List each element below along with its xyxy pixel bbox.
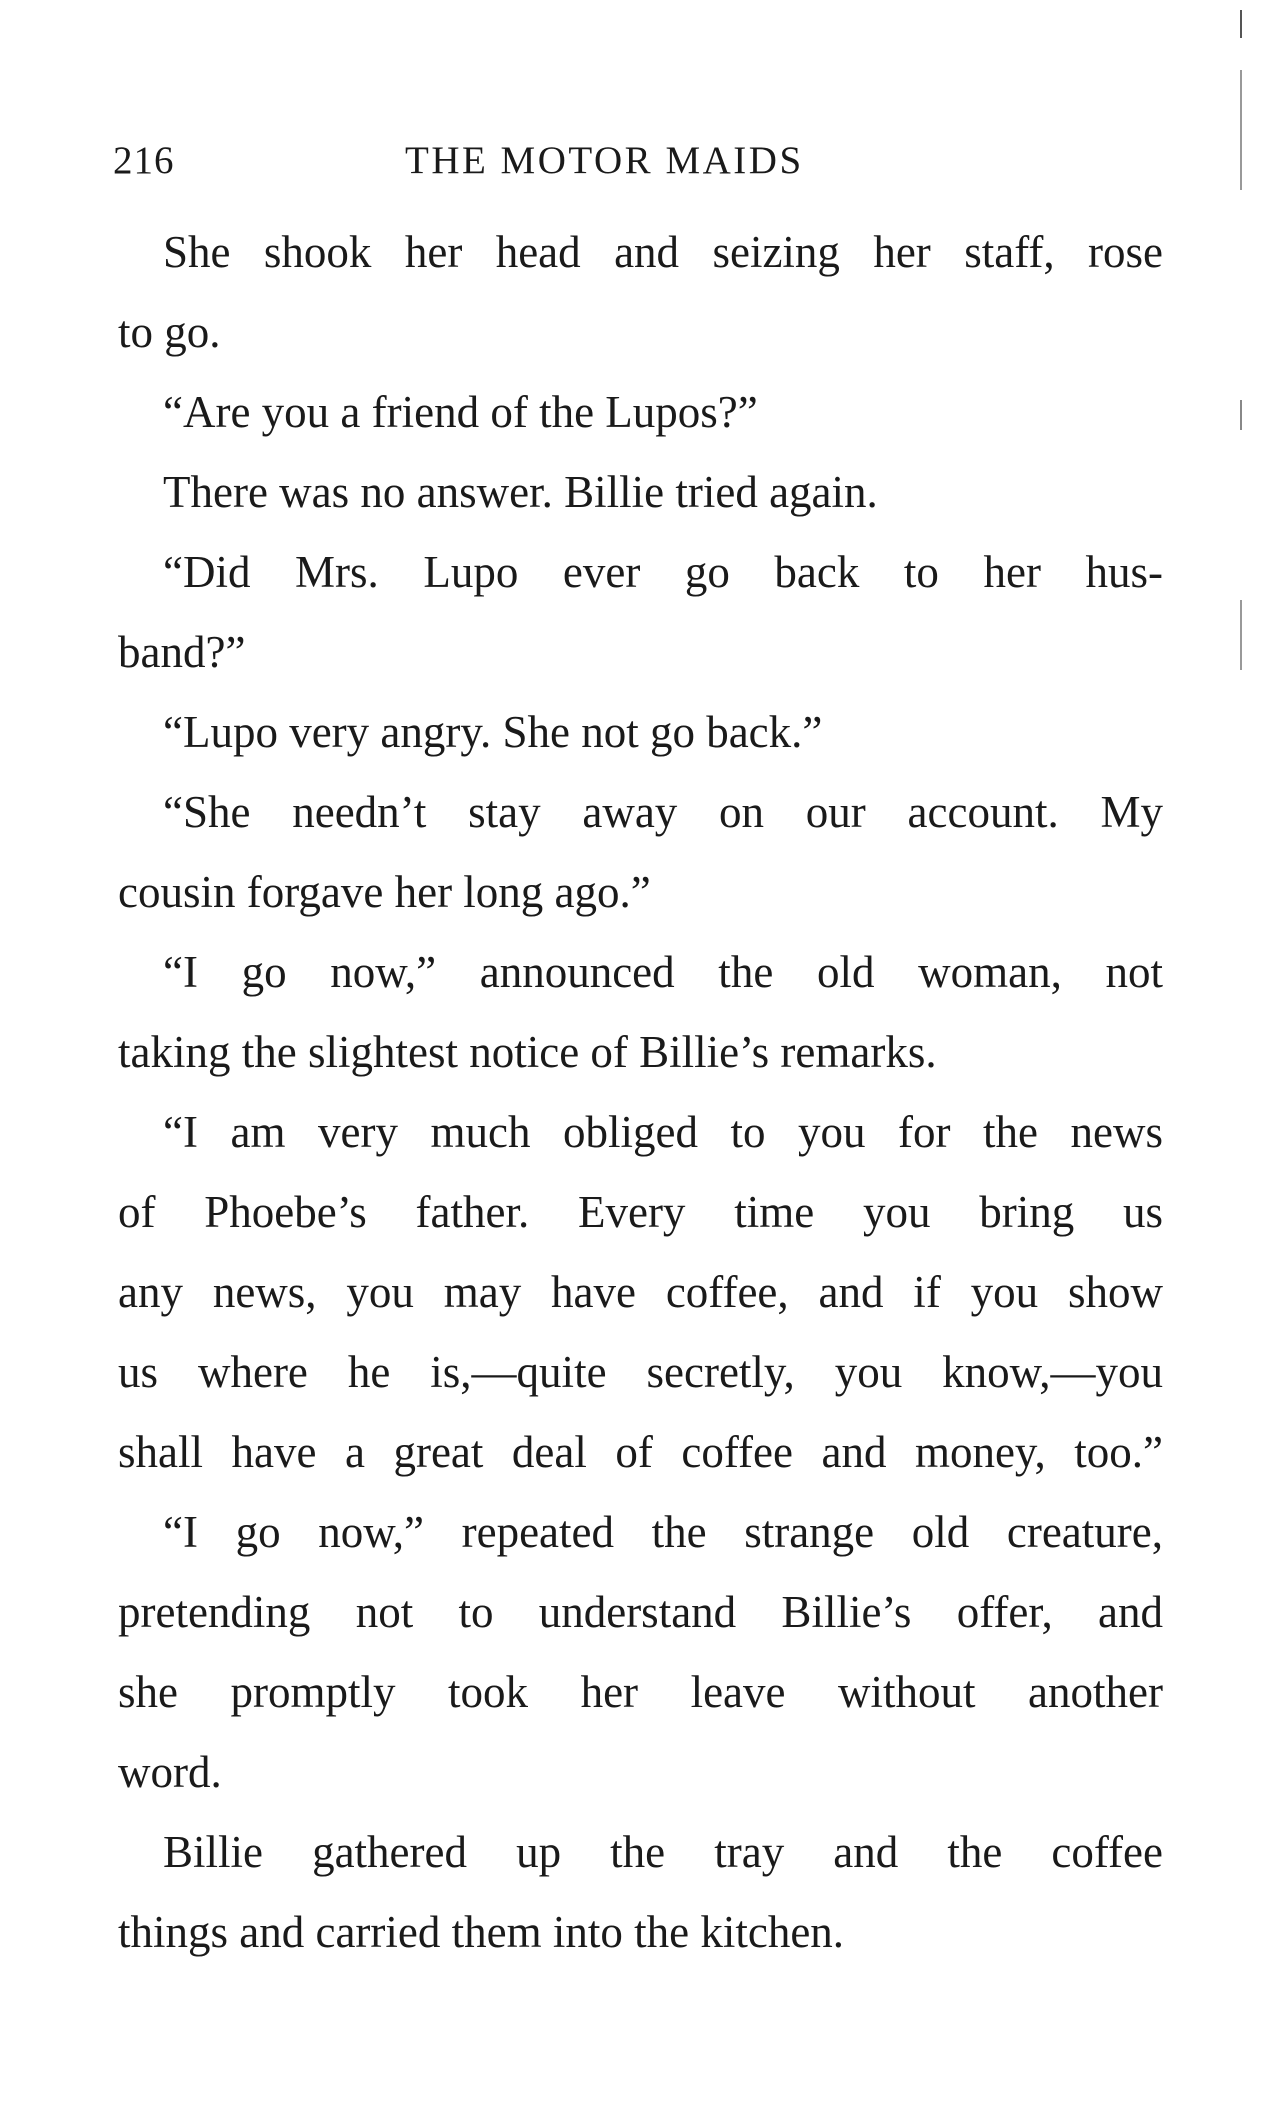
text-line: taking the slightest notice of Billie’s remarks. [118, 1027, 937, 1077]
text-line: “Did Mrs. Lupo ever go back to her hus- [163, 547, 1163, 597]
running-head [113, 138, 1163, 182]
text-line: things and carried them into the kitchen. [118, 1907, 845, 1957]
text-line: of Phoebe’s father. Every time you bring us [118, 1187, 1163, 1237]
text-line: “I go now,” announced the old woman, not [163, 947, 1163, 997]
text-line: cousin forgave her long ago.” [118, 867, 651, 917]
text-line: “I am very much obliged to you for the news [163, 1107, 1163, 1157]
text-line: There was no answer. Billie tried again. [163, 467, 878, 517]
text-line: shall have a great deal of coffee and money, too.” [118, 1427, 1163, 1477]
scan-edge-mark [1240, 400, 1242, 430]
text-line: us where he is,—quite secretly, you know,—you [118, 1347, 1163, 1397]
text-line: she promptly took her leave without another [118, 1667, 1163, 1717]
text-line: “She needn’t stay away on our account. My [163, 787, 1163, 837]
text-line: band?” [118, 627, 246, 677]
text-line: “Lupo very angry. She not go back.” [163, 707, 823, 757]
text-line: any news, you may have coffee, and if you show [118, 1267, 1163, 1317]
page-number: 216 [113, 139, 175, 182]
text-line: She shook her head and seizing her staff, rose [163, 227, 1163, 277]
text-line: Billie gathered up the tray and the coffee [163, 1827, 1163, 1877]
text-line: pretending not to understand Billie’s offer, and [118, 1587, 1163, 1637]
running-title: THE MOTOR MAIDS [405, 139, 804, 182]
scan-edge-mark [1240, 600, 1242, 670]
text-line: “I go now,” repeated the strange old creature, [163, 1507, 1163, 1557]
scan-edge-mark [1240, 70, 1242, 190]
scan-edge-mark [1240, 10, 1242, 38]
text-line: word. [118, 1747, 222, 1797]
text-line: “Are you a friend of the Lupos?” [163, 387, 758, 437]
text-line: to go. [118, 307, 221, 357]
